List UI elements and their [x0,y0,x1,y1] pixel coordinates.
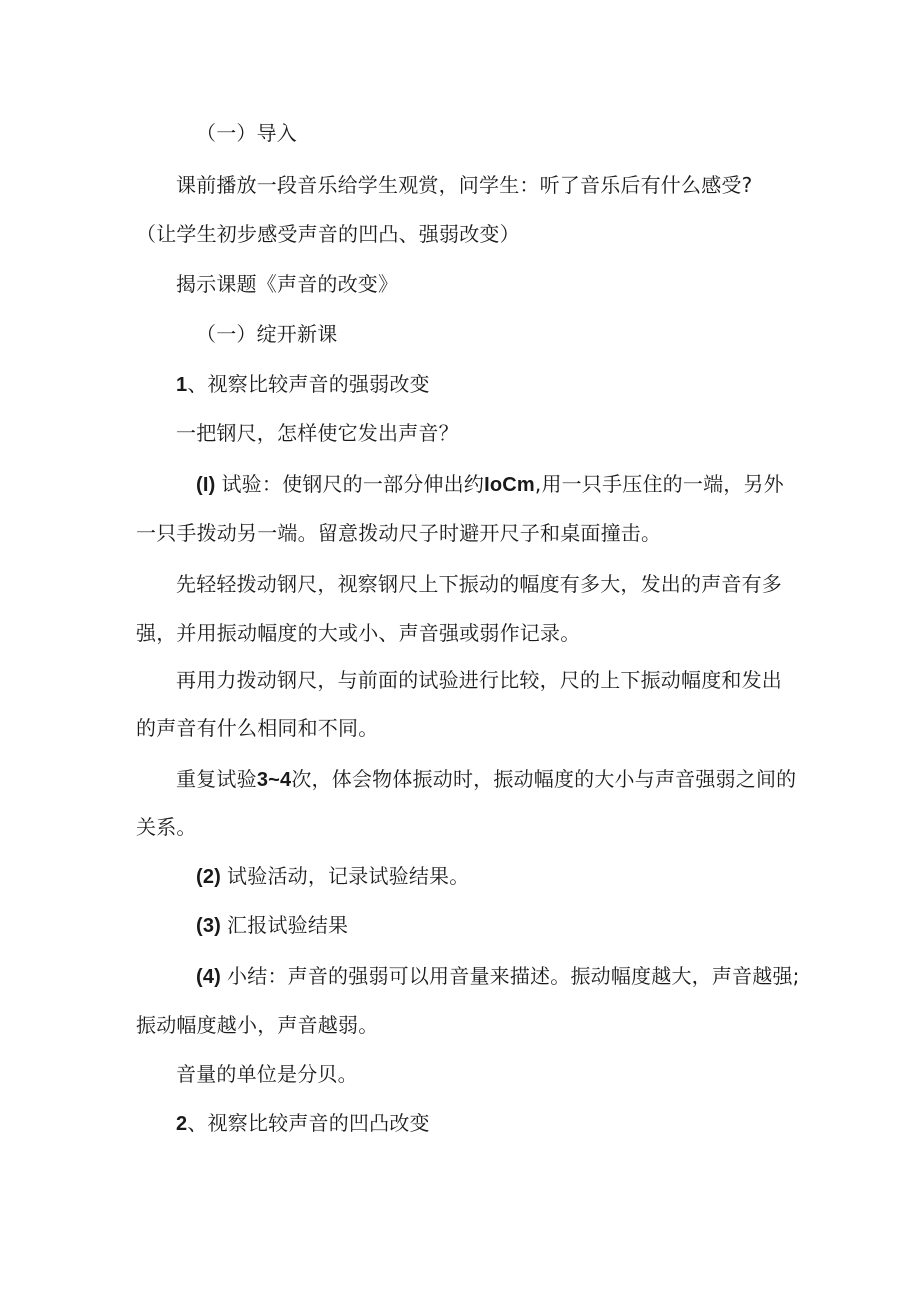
question-ruler: 一把钢尺，怎样使它发出声音？ [176,421,459,445]
item-3: (3) 汇报试验结果 [196,913,349,937]
paragraph-hard-line-2: 的声音有什么相同和不同。 [136,716,379,740]
item-marker-1: (I) [196,474,216,496]
paragraph-topic: 揭示课题《声音的改变》 [176,272,399,296]
paragraph-repeat-line-2: 关系。 [136,815,197,839]
paragraph-hard-line-1: 再用力拨动钢尺，与前面的试验进行比较，尺的上下振动幅度和发出 [176,668,782,692]
paragraph-repeat-line-1: 重复试验3~4次，体会物体振动时，振动幅度的大小与声音强弱之间的 [176,767,797,791]
paragraph-unit: 音量的单位是分贝。 [176,1062,358,1086]
item-marker-3: (3) [196,915,222,937]
section-heading-2: 2、视察比较声音的凹凸改变 [176,1111,430,1135]
section-heading-1: 1、视察比较声音的强弱改变 [176,372,430,396]
heading-new-lesson: （一）绽开新课 [196,322,338,346]
item-marker-2: (2) [196,866,222,888]
heading-intro: （一）导入 [196,121,297,145]
item-4-line-1: (4) 小结：声音的强弱可以用音量来描述。振动幅度越大，声音越强; [196,964,800,988]
item-marker-4: (4) [196,966,222,988]
paragraph-light-line-2: 强，并用振动幅度的大或小、声音强或弱作记录。 [136,621,581,645]
item-1-line-2: 一只手拨动另一端。留意拨动尺子时避开尺子和桌面撞击。 [136,521,662,545]
paragraph-light-line-1: 先轻轻拨动钢尺，视察钢尺上下振动的幅度有多大，发出的声音有多 [176,572,782,596]
length-value: IoCm [484,474,535,496]
item-4-line-2: 振动幅度越小，声音越弱。 [136,1013,379,1037]
repeat-count: 3~4 [256,769,292,791]
item-1-line-1: (I) 试验：使钢尺的一部分伸出约IoCm,用一只手压住的一端，另外 [196,472,784,496]
paragraph-intro-line-2: （让学生初步感受声音的凹凸、强弱改变） [136,222,520,246]
item-2: (2) 试验活动，记录试验结果。 [196,864,470,888]
section-number-1: 1 [176,374,188,396]
section-number-2: 2 [176,1113,188,1135]
paragraph-intro-line-1: 课前播放一段音乐给学生观赏，问学生：听了音乐后有什么感受? [176,173,753,197]
